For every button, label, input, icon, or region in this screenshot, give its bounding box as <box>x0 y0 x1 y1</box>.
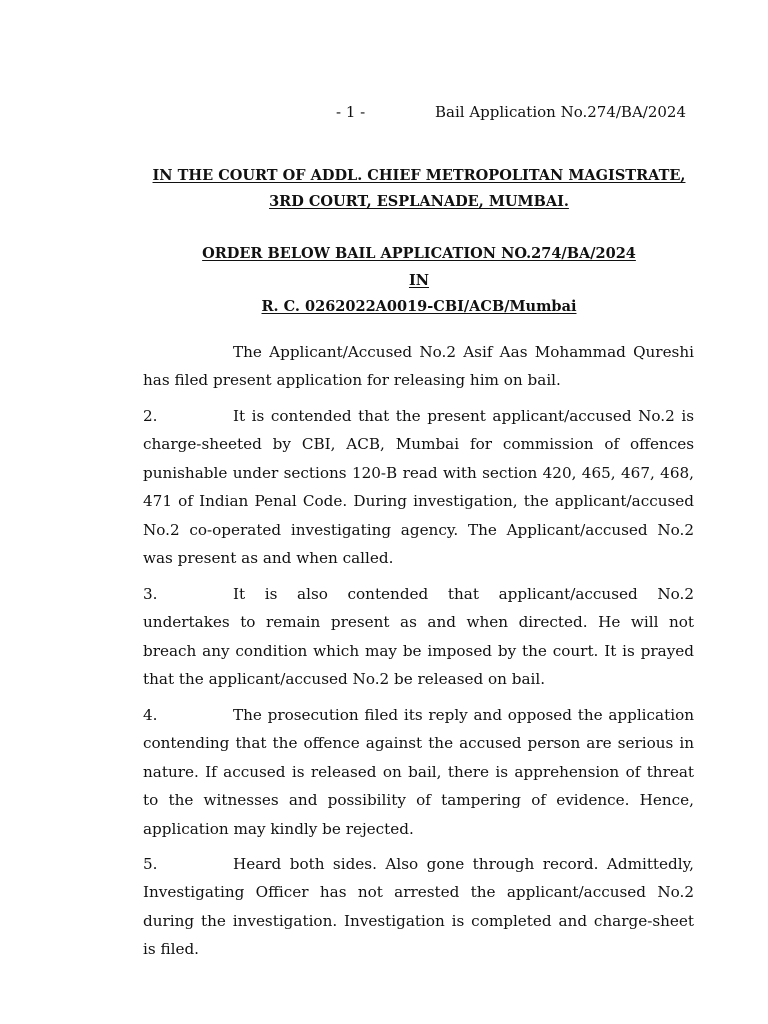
paragraph-3-text: It is also contended that applicant/accused No.2 undertakes to remain present as and when directed. He will not breach any condition which may be imposed by the court. It is prayed that the applicant/accused No.2 be released on bail. <box>143 585 694 689</box>
paragraph-3 <box>143 580 694 694</box>
order-title-line-3: R. C. 0262022A0019-CBI/ACB/Mumbai <box>261 298 577 315</box>
order-title-line-1: ORDER BELOW BAIL APPLICATION NO.274/BA/2024 <box>202 245 636 262</box>
page-header <box>0 103 768 125</box>
paragraph-2-number: 2. <box>143 407 158 425</box>
paragraph-5 <box>143 850 694 964</box>
court-title-line-2: 3RD COURT, ESPLANADE, MUMBAI. <box>269 193 569 210</box>
paragraph-1-text: The Applicant/Accused No.2 Asif Aas Mohammad Qureshi has filed present application for releasing him on bail. <box>143 343 694 390</box>
paragraph-4-number: 4. <box>143 706 158 724</box>
paragraph-5-text: Heard both sides. Also gone through record. Admittedly, Investigating Officer has not arrested the applicant/accused No.2 during the investigation. Investigation is completed and charge-sheet is filed. <box>143 855 694 959</box>
paragraph-4 <box>143 701 694 843</box>
page-number: - 1 - <box>336 103 366 121</box>
court-title-line-1: IN THE COURT OF ADDL. CHIEF METROPOLITAN MAGISTRATE, <box>152 167 686 184</box>
order-title-line-2: IN <box>408 272 430 289</box>
paragraph-3-number: 3. <box>143 585 158 603</box>
case-reference: Bail Application No.274/BA/2024 <box>435 103 687 121</box>
paragraph-2 <box>143 402 694 572</box>
paragraph-5-number: 5. <box>143 855 158 873</box>
paragraph-4-text: The prosecution filed its reply and opposed the application contending that the offence against the accused person are serious in nature. If accused is released on bail, there is apprehension of threat to the witnesses and possibility of tampering of evidence. Hence, application may kindly be rejected. <box>143 706 694 838</box>
paragraph-1 <box>143 338 694 395</box>
paragraph-2-text: It is contended that the present applicant/accused No.2 is charge-sheeted by CBI, ACB, Mumbai for commission of offences punishable under sections 120-B read with section 420, 465, 467, 468, 471 of Indian Penal Code. During investigation, the applicant/accused No.2 co-operated investigating agency. The Applicant/accused No.2 was present as and when called. <box>143 407 694 568</box>
